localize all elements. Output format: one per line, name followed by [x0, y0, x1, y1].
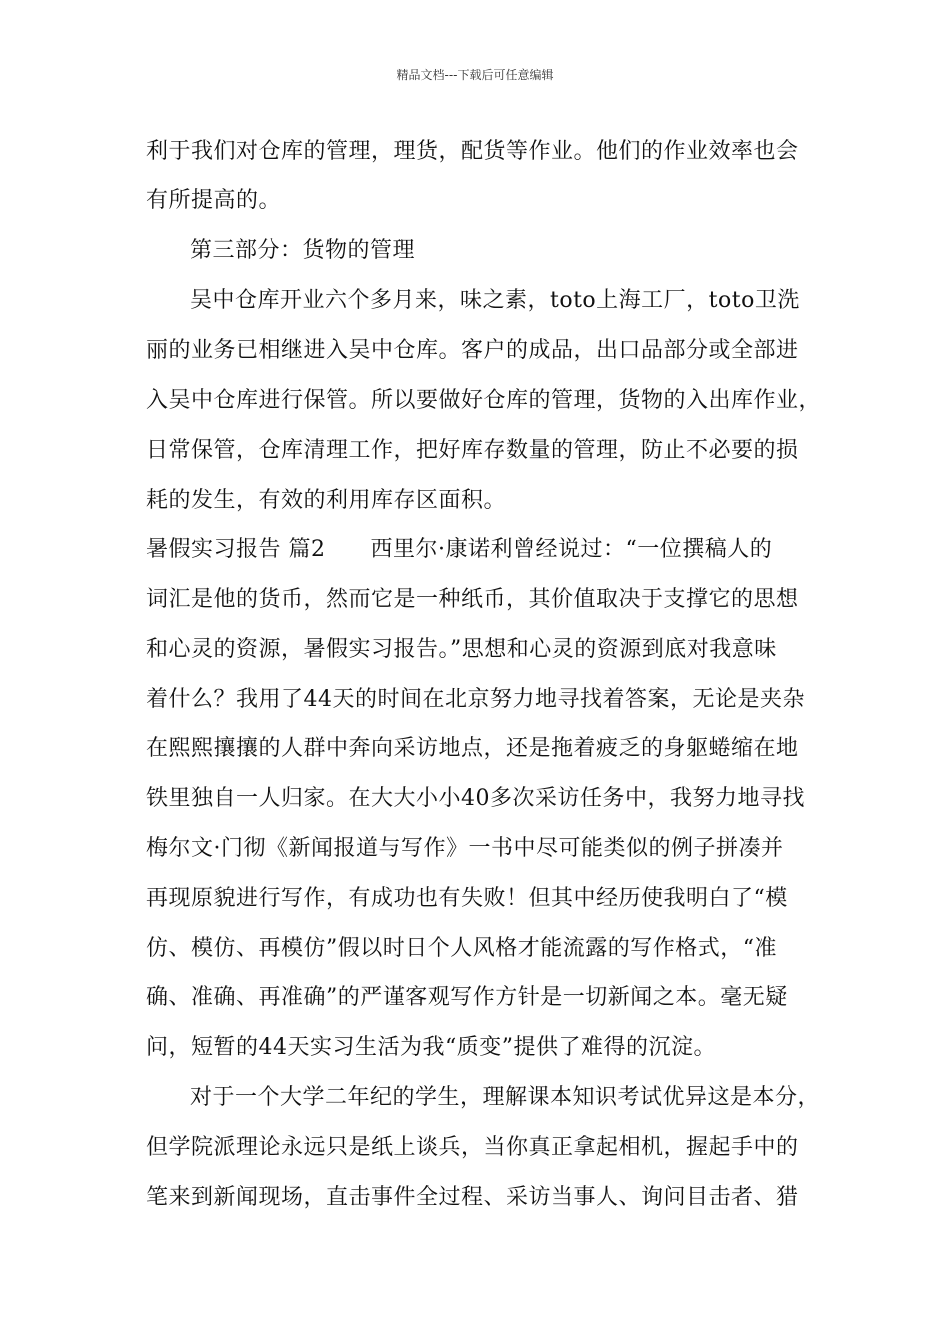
text-line: 和心灵的资源，暑假实习报告。”思想和心灵的资源到底对我意味: [146, 637, 777, 662]
text-line: 在熙熙攘攘的人群中奔向采访地点，还是拖着疲乏的身躯蜷缩在地: [146, 736, 799, 761]
text-line: 确、准确、再准确”的严谨客观写作方针是一切新闻之本。毫无疑: [146, 985, 788, 1010]
text-line: 暑假实习报告 篇2 西里尔·康诺利曾经说过：“一位撰稿人的: [146, 537, 773, 562]
text-line: 铁里独自一人归家。在大大小小40多次采访任务中，我努力地寻找: [146, 786, 805, 811]
text-line: 笔来到新闻现场，直击事件全过程、采访当事人、询问目击者、猎: [146, 1185, 799, 1210]
text-line: 日常保管，仓库清理工作，把好库存数量的管理，防止不必要的损: [146, 438, 799, 463]
text-line: 利于我们对仓库的管理，理货，配货等作业。他们的作业效率也会: [146, 139, 799, 164]
text-line: 但学院派理论永远只是纸上谈兵，当你真正拿起相机，握起手中的: [146, 1135, 799, 1160]
text-line: 吴中仓库开业六个多月来，味之素，toto上海工厂，toto卫洗: [190, 288, 800, 313]
text-line: 仿、模仿、再模仿”假以时日个人风格才能流露的写作格式，“准: [146, 936, 777, 961]
text-line: 梅尔文·门彻《新闻报道与写作》一书中尽可能类似的例子拼凑并: [146, 836, 784, 861]
text-line: 对于一个大学二年纪的学生，理解课本知识考试优异这是本分，: [190, 1085, 821, 1110]
text-line: 丽的业务已相继进入吴中仓库。客户的成品，出口品部分或全部进: [146, 338, 799, 363]
page-header: 精品文档---下载后可任意编辑: [396, 68, 554, 82]
text-line: 词汇是他的货币，然而它是一种纸币，其价值取决于支撑它的思想: [146, 587, 799, 612]
section-heading: 第三部分：货物的管理: [190, 238, 416, 263]
text-line: 问，短暂的44天实习生活为我“质变”提供了难得的沉淀。: [146, 1035, 716, 1060]
text-line: 再现原貌进行写作，有成功也有失败！但其中经历使我明白了“模: [146, 886, 788, 911]
text-line: 耗的发生，有效的利用库存区面积。: [146, 488, 507, 513]
text-line: 有所提高的。: [146, 188, 282, 213]
text-line: 着什么？我用了44天的时间在北京努力地寻找着答案，无论是夹杂: [146, 687, 805, 712]
text-line: 入吴中仓库进行保管。所以要做好仓库的管理，货物的入出库作业，: [146, 388, 822, 413]
